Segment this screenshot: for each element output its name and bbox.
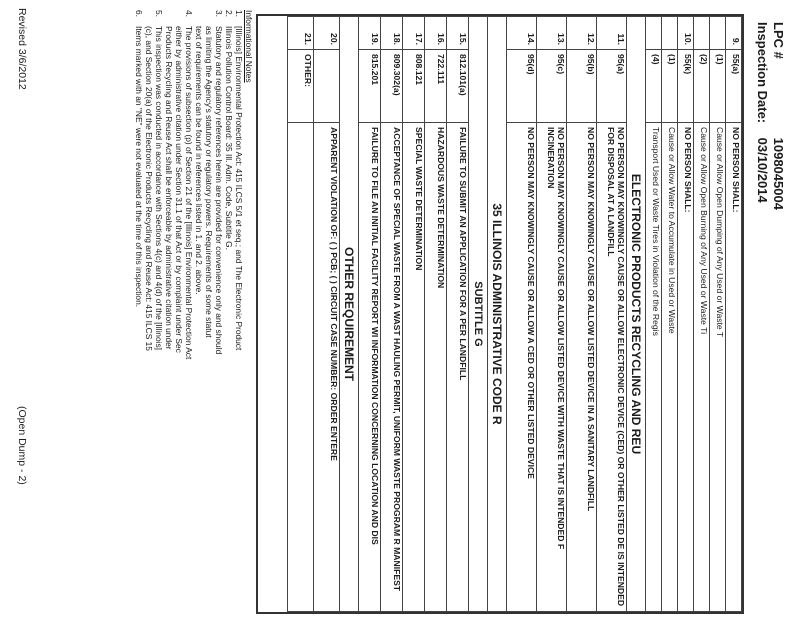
other-section-banner (340, 17, 359, 612)
requirement-description: Cause or Allow Open Burning of Any Used or Waste Ti (694, 123, 710, 612)
note-text: Illinois Pollution Control Board: 35 Ill. Adm. Code, Subtitle G. (224, 26, 234, 250)
checklist-table (256, 14, 744, 614)
lpc-value: 1098045004 (771, 137, 786, 210)
table-row (710, 17, 726, 612)
item-number (710, 17, 726, 50)
table-row (425, 17, 447, 612)
requirement-description: Transport Used or Waste Tires in Violation of the Regis (646, 123, 662, 612)
inspection-date-label: Inspection Date: (755, 22, 770, 124)
table-row (694, 17, 710, 612)
requirement-description (288, 123, 314, 612)
item-number: 18. (381, 17, 403, 50)
admin-section-banner (469, 17, 507, 612)
section-reference: (2) (694, 50, 710, 123)
note-text: [Illinois] Environmental Protection Act: 415 ILCS 5/1 et seq.; and The Electronic Product (234, 26, 244, 351)
note-number: 4. (184, 10, 194, 17)
banner-other: OTHER REQUIREMENT (340, 17, 359, 612)
item-number: 12. (567, 17, 597, 50)
table-row (662, 17, 678, 612)
electronic-section-banner (627, 17, 646, 612)
section-reference: (1) (662, 50, 678, 123)
note-text: Products Recycling and Reuse Act shall be enforceable by administrative citation under (164, 26, 174, 350)
table-row (537, 17, 567, 612)
item-number: 15. (447, 17, 469, 50)
section-reference: 812.101(a) (447, 50, 469, 123)
note-item (174, 10, 184, 610)
table-row (447, 17, 469, 612)
note-item (204, 10, 214, 610)
requirement-description: NO PERSON MAY KNOWINGLY CAUSE OR ALLOW LISTED DEVICE WITH WASTE THAT IS INTENDED F INCINERATION (537, 123, 567, 612)
section-reference: 95(c) (537, 50, 567, 123)
note-number: 6. (134, 10, 144, 17)
notes-title: Informational Notes (244, 10, 254, 83)
requirement-description: ACCEPTANCE OF SPECIAL WASTE FROM A WAST HAULING PERMIT, UNIFORM WASTE PROGRAM R MANIFEST (381, 123, 403, 612)
note-item (184, 10, 194, 610)
note-number: 2. (224, 10, 234, 17)
note-text: This inspection was conducted in accordance with Sections 4(c) and 4(d) of the [Illinois] (154, 26, 164, 350)
requirement-description: NO PERSON MAY KNOWINGLY CAUSE OR ALLOW ELECTRONIC DEVICE (CED) OR OTHER LISTED DE IS INTENDED FOR DISPOSAL AT A LANDFILL (597, 123, 627, 612)
item-number: 13. (537, 17, 567, 50)
section-reference: 95(d) (507, 50, 537, 123)
item-number: 17. (403, 17, 425, 50)
note-item (164, 10, 174, 610)
note-item (154, 10, 164, 610)
electronic-rules-section (507, 17, 627, 612)
requirement-description: NO PERSON MAY KNOWINGLY CAUSE OR ALLOW A CED OR OTHER LISTED DEVICE (507, 123, 537, 612)
table-row (314, 17, 340, 612)
section-reference: 95(b) (567, 50, 597, 123)
item-number: 9. (726, 17, 742, 50)
item-number: 16. (425, 17, 447, 50)
lpc-label: LPC # (771, 22, 786, 59)
note-text: (c), and Section 20(a) of the Electronic Products Recycling and Reuse Act: 415 ILCS 15 (144, 26, 154, 351)
item-number: 19. (359, 17, 381, 50)
section-reference: 815.201 (359, 50, 381, 123)
other-rules-section (288, 17, 340, 612)
table-row (403, 17, 425, 612)
section-reference: 809.302(a) (381, 50, 403, 123)
note-text: Statutory and regulatory references herein are provided for convenience only and should (214, 26, 224, 355)
requirement-description: NO PERSON SHALL: (678, 123, 694, 612)
table-row (288, 17, 314, 612)
inspection-date-value: 03/10/2014 (755, 137, 770, 203)
item-number: 21. (288, 17, 314, 50)
item-number: 11. (597, 17, 627, 50)
section-reference: 808.121 (403, 50, 425, 123)
table-row (507, 17, 537, 612)
item-number (694, 17, 710, 50)
requirement-description: HAZARDOUS WASTE DETERMINATION (425, 123, 447, 612)
requirement-description: NO PERSON MAY KNOWINGLY CAUSE OR ALLOW LISTED DEVICE IN A SANITARY LANDFILL (567, 123, 597, 612)
requirement-description: SPECIAL WASTE DETERMINATION (403, 123, 425, 612)
note-number: 5. (154, 10, 164, 17)
section-reference (314, 50, 340, 123)
item-number (662, 17, 678, 50)
note-item (194, 10, 204, 610)
banner-admin: 35 ILLINOIS ADMINISTRATIVE CODE R (488, 17, 507, 612)
table-row (646, 17, 662, 612)
lpc-number-line (771, 22, 786, 210)
page-label: (Open Dump - 2) (16, 406, 28, 485)
section-reference: 95(a) (597, 50, 627, 123)
inspection-date-line (755, 22, 770, 203)
note-number: 3. (214, 10, 224, 17)
section-reference: (4) (646, 50, 662, 123)
admin-rules-section (359, 17, 469, 612)
requirement-description: FAILURE TO FILE AN INITIAL FACILITY REPORT WI INFORMATION CONCERNING LOCATION AND DIS (359, 123, 381, 612)
note-item (234, 10, 244, 610)
section-reference: 55(k) (678, 50, 694, 123)
table-row (726, 17, 742, 612)
revised-date: Revised 3/6/2012 (16, 8, 28, 90)
table-row (678, 17, 694, 612)
banner-electronic: ELECTRONIC PRODUCTS RECYCLING AND REU (627, 17, 646, 612)
tire-rules-section (646, 17, 742, 612)
requirement-description: Cause or Allow Open Dumping of Any Used or Waste T (710, 123, 726, 612)
informational-notes (134, 10, 254, 610)
note-item (214, 10, 224, 610)
table-row (597, 17, 627, 612)
note-text: Items marked with an "NE" were not evaluated at the time of this inspection. (134, 26, 144, 308)
section-reference: 55(a) (726, 50, 742, 123)
item-number: 14. (507, 17, 537, 50)
note-number: 1. (234, 10, 244, 17)
item-number: 10. (678, 17, 694, 50)
table-row (381, 17, 403, 612)
note-item (134, 10, 144, 610)
banner-admin-subtitle: SUBTITLE G (469, 17, 488, 612)
requirement-description: Cause or Allow Water to Accumulate in Used or Waste (662, 123, 678, 612)
note-text: The provisions of subsection (p) of Section 21 of the [Illinois] Environmental Protection Act (184, 26, 194, 360)
note-text: either by administrative citation under Section 31.1 of that Act or by complaint under Sec (174, 26, 184, 353)
note-item (224, 10, 234, 610)
requirement-description: NO PERSON SHALL: (726, 123, 742, 612)
item-number (646, 17, 662, 50)
note-text: as limiting the Agency's statutory or regulatory powers. Requirements of some statut (204, 26, 214, 338)
notes-list (134, 10, 244, 610)
section-reference: (1) (710, 50, 726, 123)
table-row (567, 17, 597, 612)
note-item (144, 10, 154, 610)
note-text: text of requirements can be found in references listed in 1. and 2. above. (194, 26, 204, 295)
item-number: 20. (314, 17, 340, 50)
section-reference: 722.111 (425, 50, 447, 123)
table-row (359, 17, 381, 612)
requirement-description: APPARENT VIOLATION OF: ( ) PCB; ( ) CIRCUIT CASE NUMBER: ORDER ENTERE (314, 123, 340, 612)
section-reference: OTHER: (288, 50, 314, 123)
requirement-description: FAILURE TO SUBMIT AN APPLICATION FOR A PER LANDFILL (447, 123, 469, 612)
